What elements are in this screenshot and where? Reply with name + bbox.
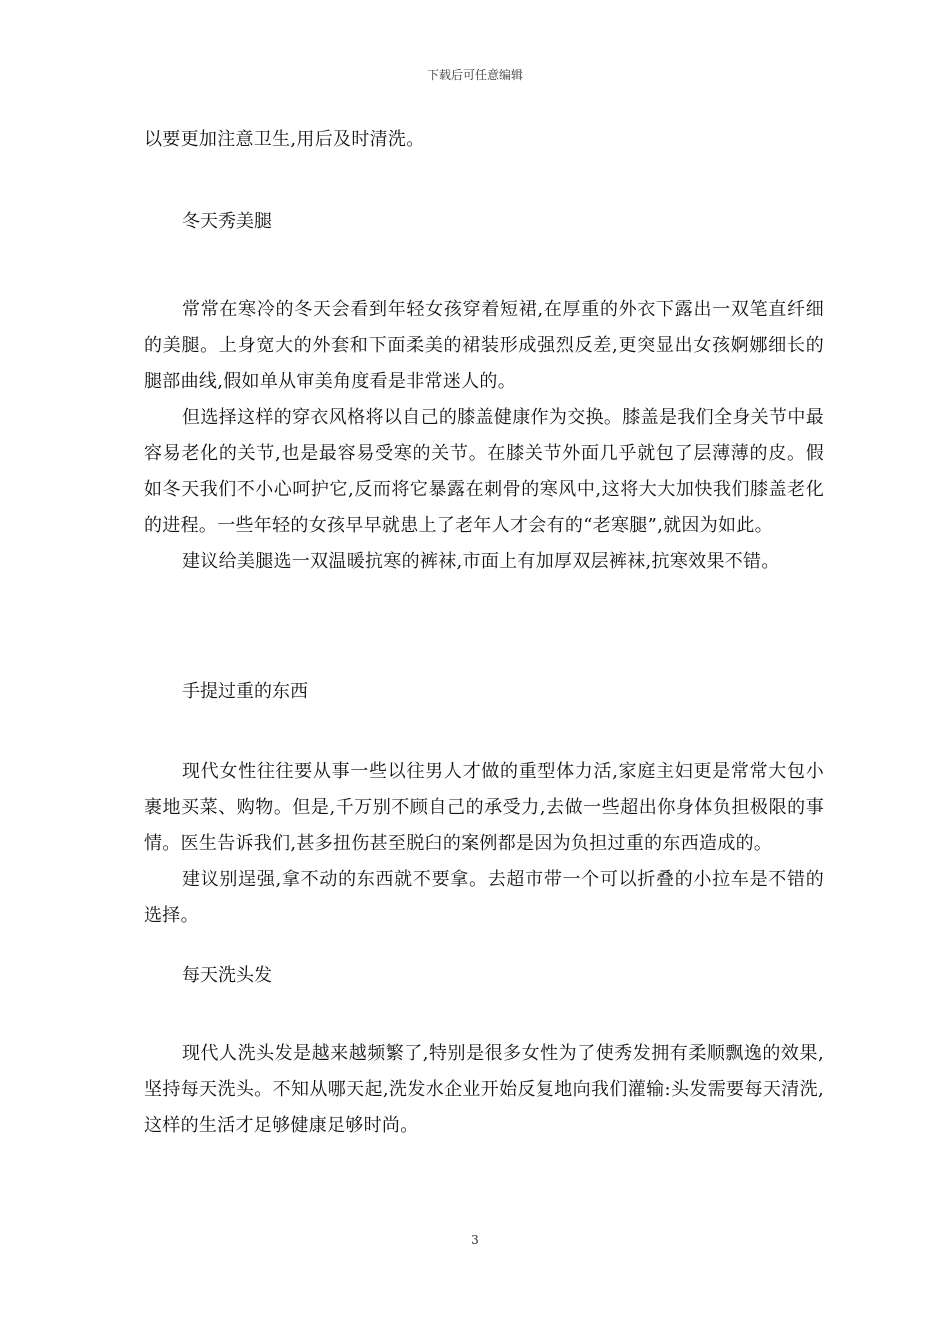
intro-paragraph: 以要更加注意卫生,用后及时清洗。 [144, 129, 425, 150]
paragraph-heavy-1: 现代女性往往要从事一些以往男人才做的重型体力活,家庭主妇更是常常大包小裹地买菜、购物。但是,千万别不顾自己的承受力,去做一些超出你身体负担极限的事情。医生告诉我们,甚多扭伤甚至脱臼的案例都是因为负担过重的东西造成的。 [144, 761, 824, 854]
paragraph-winter-3: 建议给美腿选一双温暖抗寒的裤袜,市面上有加厚双层裤袜,抗寒效果不错。 [182, 551, 780, 572]
section-heading-winter: 冬天秀美腿 [182, 211, 272, 232]
paragraph-winter-1: 常常在寒冷的冬天会看到年轻女孩穿着短裙,在厚重的外衣下露出一双笔直纤细的美腿。上身宽大的外套和下面柔美的裙装形成强烈反差,更突显出女孩婀娜细长的腿部曲线,假如单从审美角度看是非常迷人的。 [144, 299, 824, 392]
page-number: 3 [471, 1233, 479, 1247]
document-body [144, 122, 824, 1144]
section-heading-heavy: 手提过重的东西 [182, 681, 308, 702]
paragraph-winter-2: 但选择这样的穿衣风格将以自己的膝盖健康作为交换。膝盖是我们全身关节中最容易老化的关节,也是最容易受寒的关节。在膝关节外面几乎就包了层薄薄的皮。假如冬天我们不小心呵护它,反而将它暴露在刺骨的寒风中,这将大大加快我们膝盖老化的进程。一些年轻的女孩早早就患上了老年人才会有的“老寒腿”,就因为如此。 [144, 407, 824, 536]
paragraph-hair-1: 现代人洗头发是越来越频繁了,特别是很多女性为了使秀发拥有柔顺飘逸的效果,坚持每天洗头。不知从哪天起,洗发水企业开始反复地向我们灌输:头发需要每天清洗,这样的生活才足够健康足够时尚。 [144, 1043, 824, 1136]
paragraph-heavy-2: 建议别逞强,拿不动的东西就不要拿。去超市带一个可以折叠的小拉车是不错的选择。 [144, 869, 824, 926]
section-heading-hair: 每天洗头发 [182, 965, 272, 986]
page-header: 下载后可任意编辑 [426, 68, 523, 82]
